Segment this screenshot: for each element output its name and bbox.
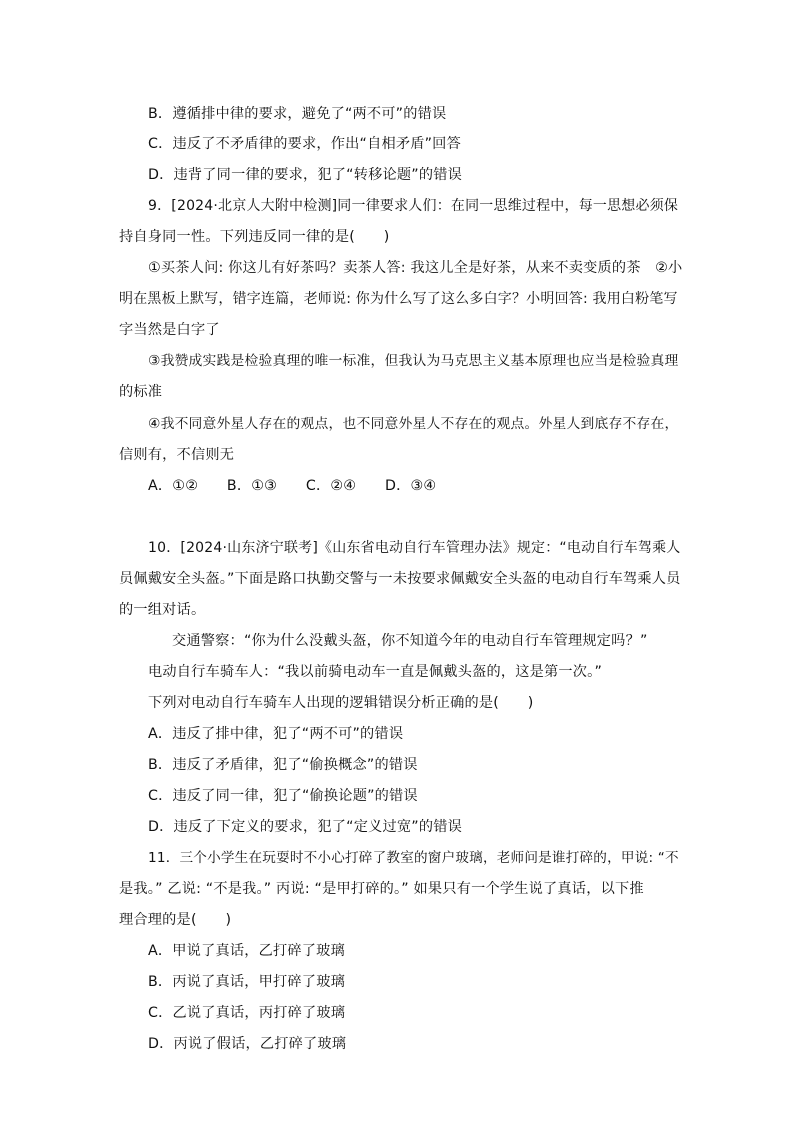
q10-option-c: C．违反了同一律，犯了“偷换论题”的错误 (148, 788, 418, 804)
q10-option-a: A．违反了排中律，犯了“两不可”的错误 (148, 726, 404, 742)
q10-stem-line1: 10．[2024·山东济宁联考]《山东省电动自行车管理办法》规定：“电动自行车驾乘人 (148, 540, 681, 556)
q9-item4-line1: ④我不同意外星人存在的观点，也不同意外星人不存在的观点。外星人到底存不存在， (148, 416, 679, 432)
q9-item1-line3: 字当然是白字了 (119, 322, 220, 338)
q10-option-d: D．违反了下定义的要求，犯了“定义过宽”的错误 (148, 819, 462, 835)
q9-item1-line1: ①买茶人问: 你这儿有好茶吗？卖茶人答: 我这儿全是好茶，从来不卖变质的茶 ②小 (148, 260, 683, 276)
q9-item3-line1: ③我赞成实践是检验真理的唯一标准，但我认为马克思主义基本原理也应当是检验真理 (148, 353, 679, 369)
q10-stem-line2: 员佩戴安全头盔。”下面是路口执勤交警与一未按要求佩戴安全头盔的电动自行车驾乘人员 (119, 571, 681, 587)
q11-option-a: A．甲说了真话，乙打碎了玻璃 (148, 943, 345, 959)
q9-item4-line2: 信则有，不信则无 (119, 447, 235, 463)
q11-stem-line2: 是我。” 乙说: “不是我。” 丙说: “是甲打碎的。” 如果只有一个学生说了真话，以下推 (119, 881, 644, 897)
q10-question: 下列对电动自行车骑车人出现的逻辑错误分析正确的是( ) (148, 695, 534, 711)
q11-option-b: B．丙说了真话，甲打碎了玻璃 (148, 974, 345, 990)
q8-option-d: D．违背了同一律的要求，犯了“转移论题”的错误 (148, 167, 462, 183)
q9-item1-line2: 明在黑板上默写，错字连篇，老师说: 你为什么写了这么多白字？小明回答: 我用白粉笔写 (119, 291, 678, 307)
q11-stem-line3: 理合理的是( ) (119, 912, 232, 928)
q11-option-c: C．乙说了真话，丙打碎了玻璃 (148, 1005, 346, 1021)
q10-stem-line3: 的一组对话。 (119, 602, 206, 618)
q9-stem-line2: 持自身同一性。下列违反同一律的是( ) (119, 229, 390, 245)
q11-stem-line1: 11．三个小学生在玩耍时不小心打碎了教室的窗户玻璃，老师问是谁打碎的，甲说: “不 (148, 850, 679, 866)
q8-option-c: C．违反了不矛盾律的要求，作出“自相矛盾”回答 (148, 136, 461, 152)
q9-options: A．①② B．①③ C．②④ D．③④ (148, 478, 437, 494)
q9-stem-line1: 9．[2024·北京人大附中检测]同一律要求人们：在同一思维过程中，每一思想必须保 (148, 198, 679, 214)
q8-option-b: B．遵循排中律的要求，避免了“两不可”的错误 (148, 106, 447, 122)
q9-item3-line2: 的标准 (119, 384, 163, 400)
q10-dialog-rider: 电动自行车骑车人：“我以前骑电动车一直是佩戴头盔的，这是第一次。” (148, 664, 603, 680)
q10-dialog-police: 交通警察：“你为什么没戴头盔，你不知道今年的电动自行车管理规定吗？” (172, 633, 648, 649)
q11-option-d: D．丙说了假话，乙打碎了玻璃 (148, 1036, 347, 1052)
q10-option-b: B．违反了矛盾律，犯了“偷换概念”的错误 (148, 757, 418, 773)
